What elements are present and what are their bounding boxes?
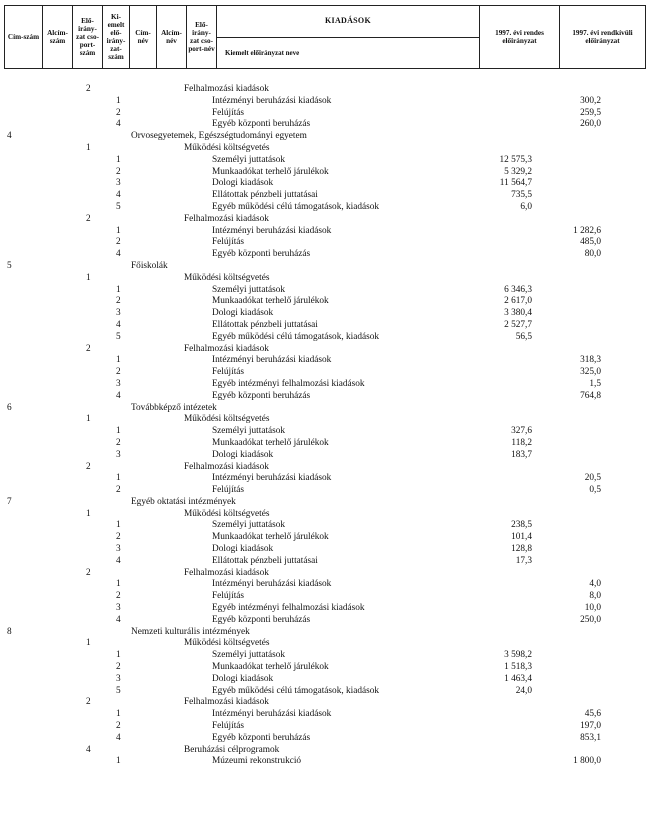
item-name-cell: Dologi kiadások bbox=[212, 544, 274, 555]
alcimszam-cell: 2 bbox=[86, 84, 91, 94]
item-name-cell: Beruházási célprogramok bbox=[184, 744, 280, 755]
item-name-cell: Személyi juttatások bbox=[212, 520, 286, 531]
item-name-cell: Személyi juttatások bbox=[212, 426, 286, 437]
table-row bbox=[0, 119, 649, 131]
item-name-cell: Dologi kiadások bbox=[212, 178, 274, 189]
rendes-value-cell: 3 380,4 bbox=[504, 308, 532, 319]
rendkivuli-value-cell: 4,0 bbox=[589, 579, 601, 590]
rendkivuli-value-cell: 80,0 bbox=[584, 249, 601, 260]
table-row bbox=[0, 167, 649, 179]
kiemelt-szam-cell: 2 bbox=[116, 107, 121, 118]
table-row bbox=[0, 674, 649, 686]
table-row bbox=[0, 367, 649, 379]
rendkivuli-value-cell: 1 800,0 bbox=[573, 756, 601, 767]
kiemelt-szam-cell: 1 bbox=[116, 284, 121, 295]
header-cimnev: Cím-név bbox=[130, 6, 157, 69]
kiemelt-szam-cell: 1 bbox=[116, 473, 121, 484]
table-row bbox=[0, 497, 649, 509]
cimszam-cell: 8 bbox=[7, 626, 12, 637]
table-row bbox=[0, 615, 649, 627]
kiemelt-szam-cell: 3 bbox=[116, 178, 121, 189]
rendkivuli-value-cell: 853,1 bbox=[580, 732, 601, 743]
kiemelt-szam-cell: 3 bbox=[116, 378, 121, 389]
alcimszam-cell: 1 bbox=[86, 508, 91, 519]
table-row bbox=[0, 650, 649, 662]
rendes-value-cell: 17,3 bbox=[515, 555, 532, 566]
kiemelt-szam-cell: 3 bbox=[116, 544, 121, 555]
table-row bbox=[0, 96, 649, 108]
kiemelt-szam-cell: 2 bbox=[116, 437, 121, 448]
rendes-value-cell: 735,5 bbox=[511, 190, 532, 201]
item-name-cell: Felújítás bbox=[212, 485, 245, 496]
rendkivuli-value-cell: 10,0 bbox=[584, 603, 601, 614]
table-row bbox=[0, 285, 649, 297]
item-name-cell: Munkaadókat terhelő járulékok bbox=[212, 532, 329, 543]
header-eloiranyzat-csoport-nev: Elő-irány-zat cso-port-név bbox=[187, 6, 217, 69]
kiemelt-szam-cell: 2 bbox=[116, 662, 121, 673]
item-name-cell: Munkaadókat terhelő járulékok bbox=[212, 437, 329, 448]
kiemelt-szam-cell: 2 bbox=[116, 721, 121, 732]
kiemelt-szam-cell: 1 bbox=[116, 579, 121, 590]
kiemelt-szam-cell: 4 bbox=[116, 319, 121, 330]
kiemelt-szam-cell: 4 bbox=[116, 614, 121, 625]
table-row bbox=[0, 450, 649, 462]
rendkivuli-value-cell: 0,5 bbox=[589, 485, 601, 496]
table-row bbox=[0, 237, 649, 249]
item-name-cell: Működési költségvetés bbox=[184, 142, 270, 153]
item-name-cell: Múzeumi rekonstrukció bbox=[212, 756, 302, 767]
rendes-value-cell: 5 329,2 bbox=[504, 166, 532, 177]
item-name-cell: Egyéb központi beruházás bbox=[212, 732, 311, 743]
item-name-cell: Felhalmozási kiadások bbox=[184, 84, 269, 94]
item-name-cell: Működési költségvetés bbox=[184, 508, 270, 519]
table-row bbox=[0, 131, 649, 143]
item-name-cell: Működési költségvetés bbox=[184, 414, 270, 425]
kiemelt-szam-cell: 2 bbox=[116, 296, 121, 307]
kiemelt-szam-cell: 3 bbox=[116, 673, 121, 684]
table-row bbox=[0, 249, 649, 261]
kiemelt-szam-cell: 5 bbox=[116, 201, 121, 212]
item-name-cell: Dologi kiadások bbox=[212, 308, 274, 319]
item-name-cell: Ellátottak pénzbeli juttatásai bbox=[212, 555, 318, 566]
alcimszam-cell: 2 bbox=[86, 343, 91, 354]
header-cimszam: Cím-szám bbox=[5, 6, 43, 69]
item-name-cell: Intézményi beruházási kiadások bbox=[212, 225, 332, 236]
rendes-value-cell: 183,7 bbox=[511, 449, 532, 460]
item-name-cell: Munkaadókat terhelő járulékok bbox=[212, 662, 329, 673]
item-name-cell: Felhalmozási kiadások bbox=[184, 461, 269, 472]
table-row bbox=[0, 320, 649, 332]
rendkivuli-value-cell: 1,5 bbox=[589, 378, 601, 389]
table-row bbox=[0, 438, 649, 450]
item-name-cell: Munkaadókat terhelő járulékok bbox=[212, 296, 329, 307]
item-name-cell: Egyéb központi beruházás bbox=[212, 614, 311, 625]
table-row bbox=[0, 414, 649, 426]
item-name-cell: Személyi juttatások bbox=[212, 284, 286, 295]
rendkivuli-value-cell: 485,0 bbox=[580, 237, 601, 248]
item-name-cell: Felújítás bbox=[212, 237, 245, 248]
kiemelt-szam-cell: 4 bbox=[116, 119, 121, 130]
item-name-cell: Egyéb intézményi felhalmozási kiadások bbox=[212, 378, 365, 389]
rendkivuli-value-cell: 300,2 bbox=[580, 95, 601, 106]
table-row bbox=[0, 686, 649, 698]
table-row bbox=[0, 355, 649, 367]
rendkivuli-value-cell: 764,8 bbox=[580, 390, 601, 401]
item-name-cell: Ellátottak pénzbeli juttatásai bbox=[212, 190, 318, 201]
rendes-value-cell: 118,2 bbox=[511, 437, 532, 448]
table-row bbox=[0, 485, 649, 497]
cimszam-cell: 4 bbox=[7, 131, 12, 142]
rendes-value-cell: 1 518,3 bbox=[504, 662, 532, 673]
table-row bbox=[0, 332, 649, 344]
table-row bbox=[0, 296, 649, 308]
item-name-cell: Egyéb központi beruházás bbox=[212, 390, 311, 401]
table-row bbox=[0, 214, 649, 226]
kiemelt-szam-cell: 5 bbox=[116, 685, 121, 696]
rendkivuli-value-cell: 1 282,6 bbox=[573, 225, 601, 236]
table-row bbox=[0, 556, 649, 568]
table-row bbox=[0, 143, 649, 155]
kiemelt-szam-cell: 2 bbox=[116, 237, 121, 248]
cimszam-cell: 5 bbox=[7, 260, 12, 271]
item-name-cell: Ellátottak pénzbeli juttatásai bbox=[212, 319, 318, 330]
item-name-cell: Egyéb központi beruházás bbox=[212, 119, 311, 130]
kiemelt-szam-cell: 3 bbox=[116, 603, 121, 614]
rendkivuli-value-cell: 260,0 bbox=[580, 119, 601, 130]
header-kiemelt-eloiranyzat: Ki-emelt elő-irány-zat-szám bbox=[103, 6, 130, 69]
item-name-cell: Dologi kiadások bbox=[212, 449, 274, 460]
table-row bbox=[0, 579, 649, 591]
alcimszam-cell: 2 bbox=[86, 697, 91, 708]
item-name-cell: Személyi juttatások bbox=[212, 650, 286, 661]
kiemelt-szam-cell: 2 bbox=[116, 367, 121, 378]
item-name-cell: Főiskolák bbox=[131, 260, 168, 271]
table-row bbox=[0, 568, 649, 580]
table-row bbox=[0, 733, 649, 745]
rendes-value-cell: 12 575,3 bbox=[499, 154, 532, 165]
item-name-cell: Egyéb oktatási intézmények bbox=[131, 496, 236, 507]
item-name-cell: Egyéb intézményi felhalmozási kiadások bbox=[212, 603, 365, 614]
item-name-cell: Felújítás bbox=[212, 721, 245, 732]
item-name-cell: Működési költségvetés bbox=[184, 272, 270, 283]
table-header bbox=[4, 5, 645, 69]
header-1997-rendkivuli: 1997. évi rendkívüli előirányzat bbox=[560, 6, 646, 69]
item-name-cell: Felhalmozási kiadások bbox=[184, 567, 269, 578]
item-name-cell: Egyéb működési célú támogatások, kiadások bbox=[212, 685, 380, 696]
table-row bbox=[0, 273, 649, 285]
cimszam-cell: 7 bbox=[7, 496, 12, 507]
kiemelt-szam-cell: 4 bbox=[116, 555, 121, 566]
alcimszam-cell: 1 bbox=[86, 272, 91, 283]
kiemelt-szam-cell: 1 bbox=[116, 154, 121, 165]
table-row bbox=[0, 745, 649, 757]
kiemelt-szam-cell: 5 bbox=[116, 331, 121, 342]
table-row bbox=[0, 108, 649, 120]
item-name-cell: Felhalmozási kiadások bbox=[184, 343, 269, 354]
kiemelt-szam-cell: 4 bbox=[116, 249, 121, 260]
item-name-cell: Munkaadókat terhelő járulékok bbox=[212, 166, 329, 177]
kiemelt-szam-cell: 2 bbox=[116, 591, 121, 602]
rendes-value-cell: 327,6 bbox=[511, 426, 532, 437]
rendes-value-cell: 101,4 bbox=[511, 532, 532, 543]
rendkivuli-value-cell: 259,5 bbox=[580, 107, 601, 118]
table-row bbox=[0, 638, 649, 650]
table-row bbox=[0, 308, 649, 320]
alcimszam-cell: 1 bbox=[86, 142, 91, 153]
table-row bbox=[0, 603, 649, 615]
cimszam-cell: 6 bbox=[7, 402, 12, 413]
item-name-cell: Továbbképző intézetek bbox=[131, 402, 217, 413]
item-name-cell: Intézményi beruházási kiadások bbox=[212, 709, 332, 720]
kiemelt-szam-cell: 1 bbox=[116, 225, 121, 236]
kiemelt-szam-cell: 3 bbox=[116, 308, 121, 319]
rendkivuli-value-cell: 325,0 bbox=[580, 367, 601, 378]
table-row bbox=[0, 473, 649, 485]
rendkivuli-value-cell: 318,3 bbox=[580, 355, 601, 366]
table-row bbox=[0, 202, 649, 214]
item-name-cell: Felhalmozási kiadások bbox=[184, 697, 269, 708]
header-kiadasok: KIADÁSOK bbox=[217, 6, 480, 38]
table-row bbox=[0, 627, 649, 639]
table-row bbox=[0, 591, 649, 603]
table-row bbox=[0, 709, 649, 721]
table-row bbox=[0, 84, 649, 96]
budget-table-body bbox=[0, 84, 649, 768]
table-row bbox=[0, 462, 649, 474]
item-name-cell: Orvosegyetemek, Egészségtudományi egyetem bbox=[131, 131, 307, 142]
item-name-cell: Intézményi beruházási kiadások bbox=[212, 579, 332, 590]
rendes-value-cell: 56,5 bbox=[515, 331, 532, 342]
header-alcimnev: Alcím-név bbox=[157, 6, 187, 69]
rendkivuli-value-cell: 20,5 bbox=[584, 473, 601, 484]
kiemelt-szam-cell: 2 bbox=[116, 532, 121, 543]
table-row bbox=[0, 426, 649, 438]
item-name-cell: Felhalmozási kiadások bbox=[184, 213, 269, 224]
kiemelt-szam-cell: 4 bbox=[116, 190, 121, 201]
table-row bbox=[0, 190, 649, 202]
item-name-cell: Intézményi beruházási kiadások bbox=[212, 95, 332, 106]
item-name-cell: Működési költségvetés bbox=[184, 638, 270, 649]
table-row bbox=[0, 520, 649, 532]
rendes-value-cell: 1 463,4 bbox=[504, 673, 532, 684]
rendes-value-cell: 3 598,2 bbox=[504, 650, 532, 661]
table-row bbox=[0, 261, 649, 273]
table-row bbox=[0, 391, 649, 403]
kiemelt-szam-cell: 1 bbox=[116, 756, 121, 767]
rendes-value-cell: 238,5 bbox=[511, 520, 532, 531]
table-row bbox=[0, 178, 649, 190]
kiemelt-szam-cell: 4 bbox=[116, 390, 121, 401]
table-row bbox=[0, 509, 649, 521]
table-row bbox=[0, 662, 649, 674]
rendkivuli-value-cell: 197,0 bbox=[580, 721, 601, 732]
rendes-value-cell: 6 346,3 bbox=[504, 284, 532, 295]
item-name-cell: Intézményi beruházási kiadások bbox=[212, 355, 332, 366]
item-name-cell: Egyéb működési célú támogatások, kiadások bbox=[212, 331, 380, 342]
alcimszam-cell: 1 bbox=[86, 638, 91, 649]
rendes-value-cell: 6,0 bbox=[520, 201, 532, 212]
kiemelt-szam-cell: 2 bbox=[116, 166, 121, 177]
rendkivuli-value-cell: 8,0 bbox=[589, 591, 601, 602]
item-name-cell: Dologi kiadások bbox=[212, 673, 274, 684]
kiemelt-szam-cell: 4 bbox=[116, 732, 121, 743]
table-row bbox=[0, 721, 649, 733]
kiemelt-szam-cell: 1 bbox=[116, 355, 121, 366]
alcimszam-cell: 2 bbox=[86, 461, 91, 472]
item-name-cell: Egyéb központi beruházás bbox=[212, 249, 311, 260]
rendkivuli-value-cell: 45,6 bbox=[584, 709, 601, 720]
table-row bbox=[0, 226, 649, 238]
table-row bbox=[0, 379, 649, 391]
header-1997-rendes: 1997. évi rendes előirányzat bbox=[480, 6, 560, 69]
alcimszam-cell: 2 bbox=[86, 567, 91, 578]
kiemelt-szam-cell: 3 bbox=[116, 449, 121, 460]
rendkivuli-value-cell: 250,0 bbox=[580, 614, 601, 625]
table-row bbox=[0, 697, 649, 709]
alcimszam-cell: 2 bbox=[86, 213, 91, 224]
alcimszam-cell: 4 bbox=[86, 744, 91, 755]
kiemelt-szam-cell: 1 bbox=[116, 520, 121, 531]
alcimszam-cell: 1 bbox=[86, 414, 91, 425]
item-name-cell: Felújítás bbox=[212, 107, 245, 118]
item-name-cell: Felújítás bbox=[212, 591, 245, 602]
rendes-value-cell: 11 564,7 bbox=[499, 178, 532, 189]
header-alcimszam: Alcím-szám bbox=[43, 6, 73, 69]
header-eloiranyzat-csoport: Elő-irány-zat cso-port-szám bbox=[73, 6, 103, 69]
rendes-value-cell: 2 527,7 bbox=[504, 319, 532, 330]
item-name-cell: Egyéb működési célú támogatások, kiadások bbox=[212, 201, 380, 212]
rendes-value-cell: 128,8 bbox=[511, 544, 532, 555]
item-name-cell: Nemzeti kulturális intézmények bbox=[131, 626, 250, 637]
table-row bbox=[0, 344, 649, 356]
rendes-value-cell: 24,0 bbox=[515, 685, 532, 696]
table-row bbox=[0, 532, 649, 544]
item-name-cell: Intézményi beruházási kiadások bbox=[212, 473, 332, 484]
table-row bbox=[0, 756, 649, 768]
rendes-value-cell: 2 617,0 bbox=[504, 296, 532, 307]
table-row bbox=[0, 544, 649, 556]
table-row bbox=[0, 403, 649, 415]
kiemelt-szam-cell: 1 bbox=[116, 650, 121, 661]
kiemelt-szam-cell: 1 bbox=[116, 426, 121, 437]
table-row bbox=[0, 155, 649, 167]
header-kiemelt-nev: Kiemelt előirányzat neve bbox=[217, 37, 480, 69]
kiemelt-szam-cell: 1 bbox=[116, 95, 121, 106]
kiemelt-szam-cell: 2 bbox=[116, 485, 121, 496]
item-name-cell: Személyi juttatások bbox=[212, 154, 286, 165]
kiemelt-szam-cell: 1 bbox=[116, 709, 121, 720]
item-name-cell: Felújítás bbox=[212, 367, 245, 378]
